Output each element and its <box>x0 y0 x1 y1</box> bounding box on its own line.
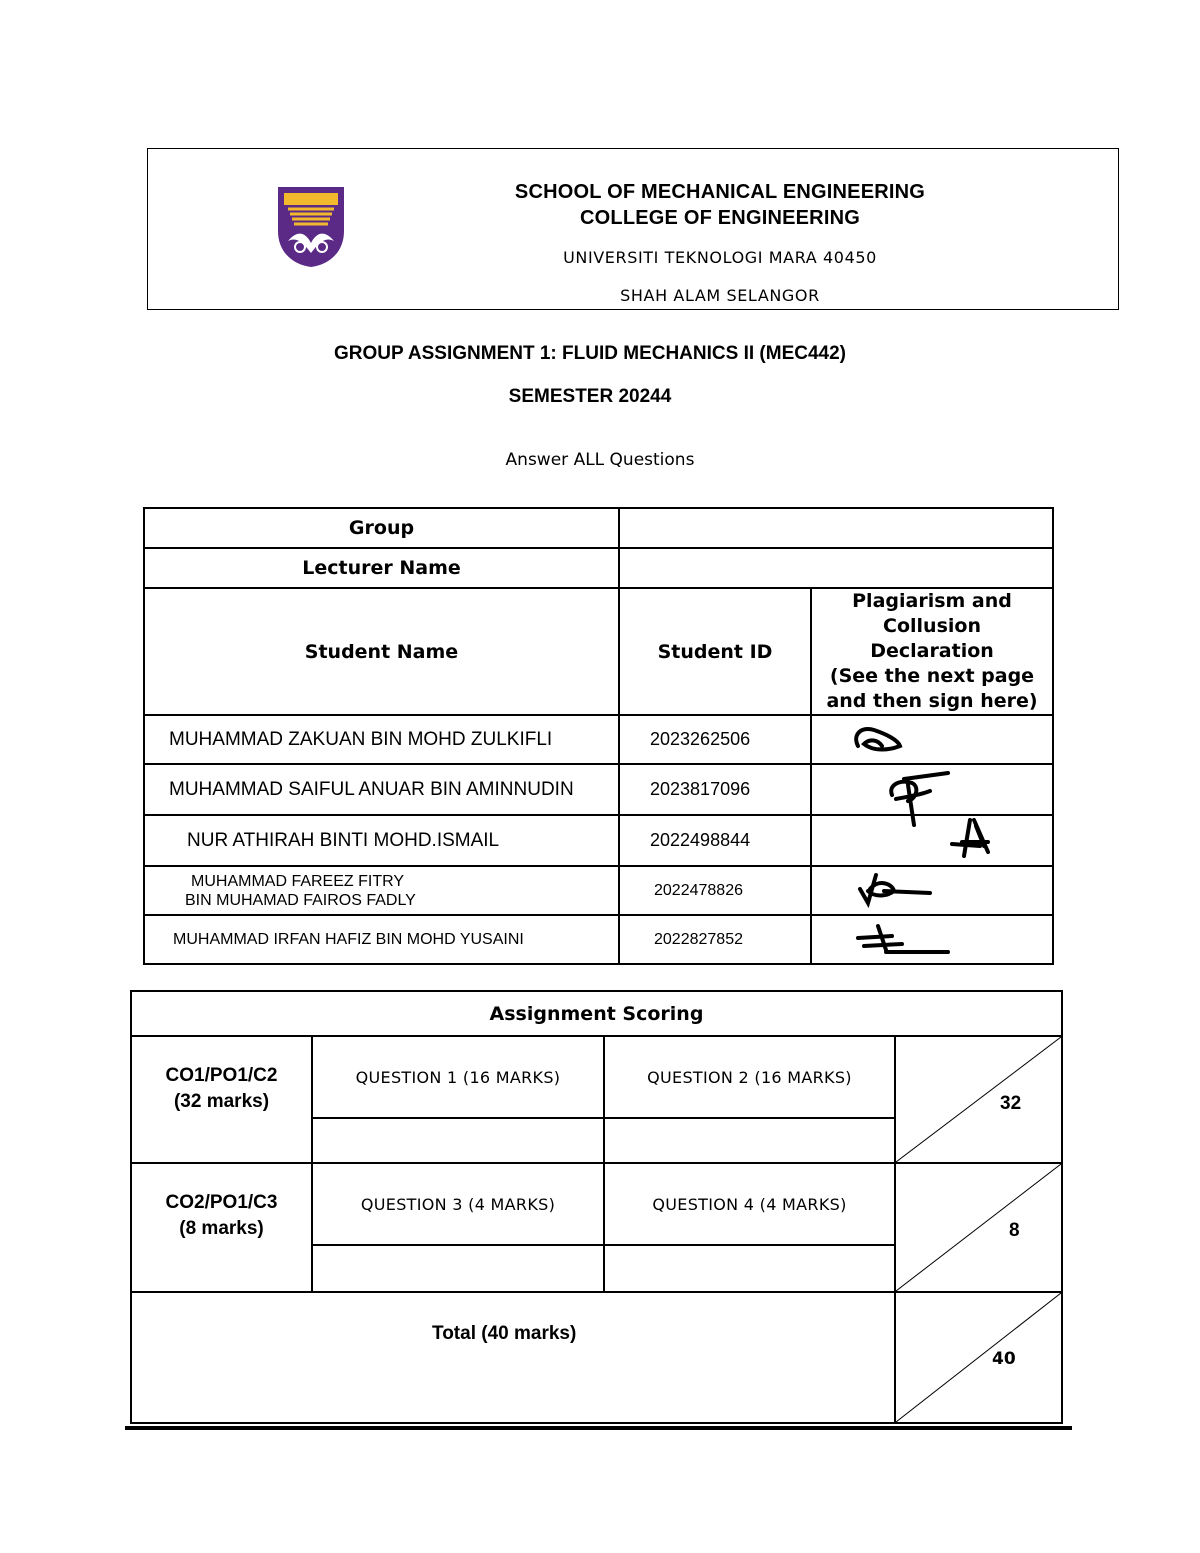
co2-total: 8 <box>1009 1220 1020 1241</box>
diagonal-line <box>896 1293 1061 1422</box>
student-id: 2022478826 <box>619 866 811 915</box>
co1-marks: (32 marks) <box>173 1091 270 1112</box>
signature <box>812 816 1052 860</box>
student-id: 2023817096 <box>619 764 811 815</box>
question-4-score[interactable] <box>604 1245 895 1292</box>
declaration-line: (See the next page <box>829 665 1035 687</box>
question-3-score[interactable] <box>312 1245 604 1292</box>
declaration-header <box>811 588 1053 715</box>
signature <box>812 916 1052 958</box>
signature-cell <box>811 915 1053 964</box>
total-label: Total (40 marks) <box>131 1292 895 1423</box>
declaration-line: Declaration <box>870 640 994 662</box>
question-1-label: QUESTION 1 (16 MARKS) <box>312 1036 604 1118</box>
student-id: 2022498844 <box>619 815 811 866</box>
student-name: NUR ATHIRAH BINTI MOHD.ISMAIL <box>144 815 619 866</box>
co1-total: 32 <box>1000 1093 1022 1114</box>
student-name <box>144 866 619 915</box>
signature-cell <box>811 815 1053 866</box>
co2-marks: (8 marks) <box>179 1218 264 1239</box>
co2-label <box>131 1163 312 1292</box>
grand-total-cell <box>895 1292 1062 1423</box>
student-name-line: MUHAMMAD FAREEZ FITRY <box>191 872 405 890</box>
semester: SEMESTER 20244 <box>508 386 672 407</box>
question-2-label: QUESTION 2 (16 MARKS) <box>604 1036 895 1118</box>
co1-total-cell <box>895 1036 1062 1163</box>
signature <box>812 716 1052 758</box>
college-name: COLLEGE OF ENGINEERING <box>580 207 860 229</box>
co1-code: CO1/PO1/C2 <box>165 1065 278 1086</box>
student-id-header: Student ID <box>619 588 811 715</box>
group-value[interactable] <box>619 508 1053 548</box>
school-name: SCHOOL OF MECHANICAL ENGINEERING <box>514 181 926 203</box>
signature-cell <box>811 866 1053 915</box>
lecturer-label: Lecturer Name <box>144 548 619 588</box>
student-info-table <box>143 507 1054 965</box>
question-1-score[interactable] <box>312 1118 604 1163</box>
university-location: SHAH ALAM SELANGOR <box>620 286 820 305</box>
student-name: MUHAMMAD ZAKUAN BIN MOHD ZULKIFLI <box>144 715 619 764</box>
signature-cell <box>811 715 1053 764</box>
bottom-rule <box>125 1426 1072 1430</box>
student-name: MUHAMMAD SAIFUL ANUAR BIN AMINNUDIN <box>144 764 619 815</box>
signature <box>812 765 1052 809</box>
co2-total-cell <box>895 1163 1062 1292</box>
student-id: 2023262506 <box>619 715 811 764</box>
student-name: MUHAMMAD IRFAN HAFIZ BIN MOHD YUSAINI <box>144 915 619 964</box>
signature-cell <box>811 764 1053 815</box>
assignment-title: GROUP ASSIGNMENT 1: FLUID MECHANICS II (MEC442) <box>334 343 846 364</box>
grand-total: 40 <box>992 1349 1016 1369</box>
group-label: Group <box>144 508 619 548</box>
declaration-line: Plagiarism and <box>852 590 1012 612</box>
diagonal-line <box>896 1037 1061 1162</box>
diagonal-line <box>896 1164 1061 1291</box>
question-2-score[interactable] <box>604 1118 895 1163</box>
co2-code: CO2/PO1/C3 <box>165 1192 278 1213</box>
signature <box>812 867 1052 909</box>
university-name: UNIVERSITI TEKNOLOGI MARA 40450 <box>563 248 877 267</box>
question-3-label: QUESTION 3 (4 MARKS) <box>312 1163 604 1245</box>
student-id: 2022827852 <box>619 915 811 964</box>
declaration-line: and then sign here) <box>826 690 1038 712</box>
student-name-header: Student Name <box>144 588 619 715</box>
lecturer-value[interactable] <box>619 548 1053 588</box>
co1-label <box>131 1036 312 1163</box>
declaration-line: Collusion <box>883 615 981 637</box>
scoring-title: Assignment Scoring <box>131 991 1062 1036</box>
instruction: Answer ALL Questions <box>505 450 695 470</box>
question-4-label: QUESTION 4 (4 MARKS) <box>604 1163 895 1245</box>
assignment-scoring-table <box>130 990 1063 1424</box>
student-name-line: BIN MUHAMAD FAIROS FADLY <box>185 891 416 909</box>
